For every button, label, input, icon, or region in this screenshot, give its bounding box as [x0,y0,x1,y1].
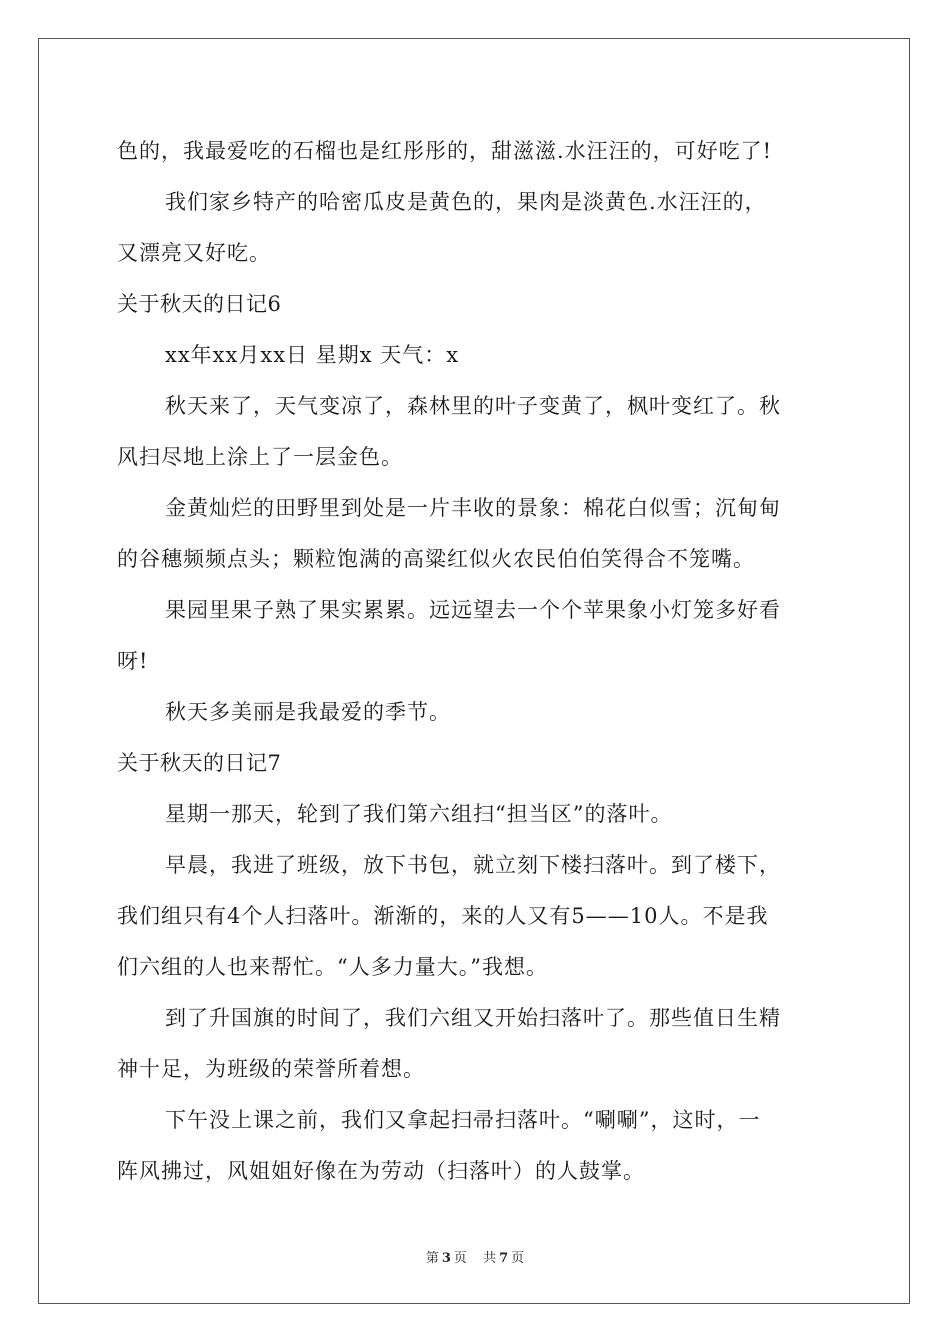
total-prefix: 共 [483,1251,497,1266]
text-line: 呀! [117,649,149,673]
text-line: 色的，我最爱吃的石榴也是红彤彤的，甜滋滋.水汪汪的，可好吃了! [117,139,773,163]
document-body [117,126,837,1197]
text-line: 到了升国旗的时间了，我们六组又开始扫落叶了。那些值日生精 [165,1006,781,1030]
text-line: 早晨，我进了班级，放下书包，就立刻下楼扫落叶。到了楼下， [165,853,781,877]
page-suffix: 页 [453,1251,467,1266]
page-indicator [423,1251,470,1266]
text-line: 我们组只有4个人扫落叶。渐渐的，来的人又有5——10人。不是我 [117,904,769,928]
text-line: 下午没上课之前，我们又拿起扫帚扫落叶。“唰唰”，这时，一 [165,1108,761,1132]
section-heading: 关于秋天的日记7 [117,751,282,775]
text-line: 阵风拂过，风姐姐好像在为劳动（扫落叶）的人鼓掌。 [117,1159,645,1183]
text-line: 风扫尽地上涂上了一层金色。 [117,445,403,469]
page-prefix: 第 [425,1251,439,1266]
section-heading: 关于秋天的日记6 [117,292,282,316]
text-line: 秋天来了，天气变凉了，森林里的叶子变黄了，枫叶变红了。秋 [165,394,781,418]
text-line: 们六组的人也来帮忙。“人多力量大。”我想。 [117,955,548,979]
text-line: 的谷穗频频点头；颗粒饱满的高粱红似火农民伯伯笑得合不笼嘴。 [117,547,755,571]
page-footer [0,1247,950,1266]
text-line: xx年xx月xx日 星期x 天气：x [165,343,460,367]
text-line: 神十足，为班级的荣誉所着想。 [117,1057,425,1081]
total-pages: 7 [499,1251,509,1266]
text-line: 秋天多美丽是我最爱的季节。 [165,700,451,724]
text-line: 果园里果子熟了果实累累。远远望去一个个苹果象小灯笼多好看 [165,598,781,622]
text-line: 星期一那天，轮到了我们第六组扫“担当区”的落叶。 [165,802,673,826]
total-suffix: 页 [511,1251,525,1266]
total-indicator [480,1251,527,1266]
page-number: 3 [441,1251,451,1266]
text-line: 金黄灿烂的田野里到处是一片丰收的景象：棉花白似雪；沉甸甸 [165,496,781,520]
text-line: 我们家乡特产的哈密瓜皮是黄色的，果肉是淡黄色.水汪汪的， [165,190,767,214]
text-line: 又漂亮又好吃。 [117,241,271,265]
